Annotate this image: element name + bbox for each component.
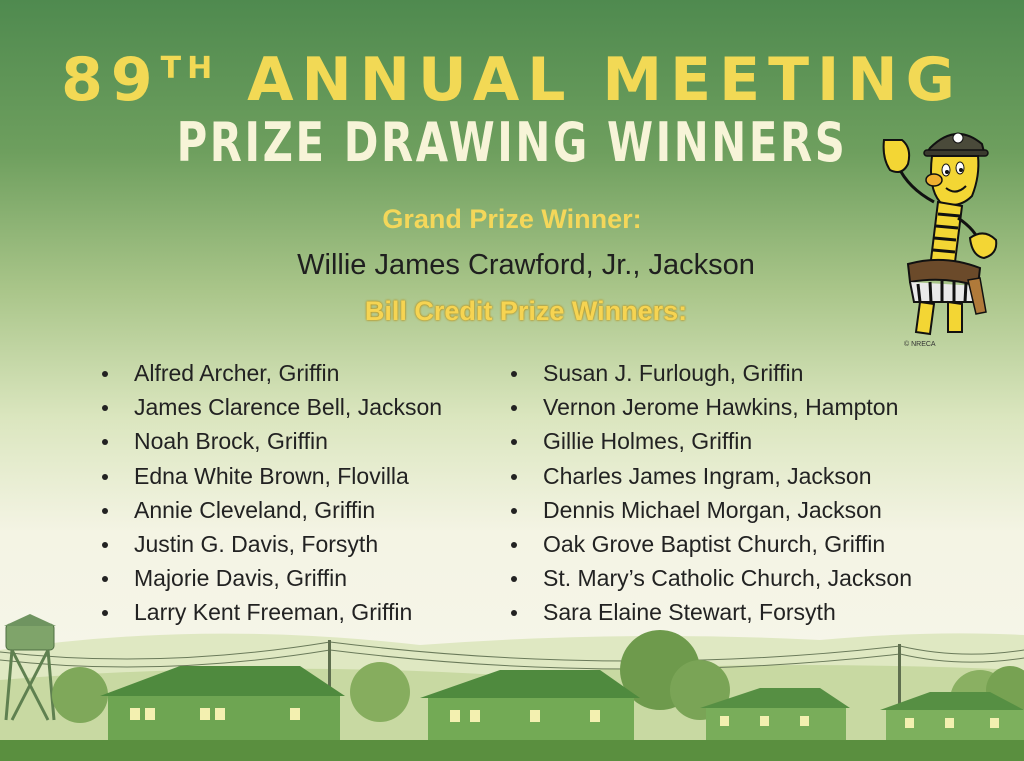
- list-item: Oak Grove Baptist Church, Griffin: [511, 527, 912, 561]
- town-illustration: [0, 600, 1024, 761]
- list-item: Charles James Ingram, Jackson: [511, 459, 912, 493]
- reddy-kilowatt-mascot-icon: [868, 118, 1008, 348]
- list-item: Alfred Archer, Griffin: [102, 356, 442, 390]
- title-suffix: TH: [160, 51, 219, 86]
- title-number: 89: [61, 45, 161, 115]
- list-item: James Clarence Bell, Jackson: [102, 390, 442, 424]
- page-title: [0, 34, 1024, 115]
- list-item: Gillie Holmes, Griffin: [511, 424, 912, 458]
- list-item: Sara Elaine Stewart, Forsyth: [511, 595, 912, 629]
- list-item: Edna White Brown, Flovilla: [102, 459, 442, 493]
- list-item: Justin G. Davis, Forsyth: [102, 527, 442, 561]
- bill-credit-label: Bill Credit Prize Winners:: [364, 296, 688, 326]
- list-item: Majorie Davis, Griffin: [102, 561, 442, 595]
- grand-prize-label: Grand Prize Winner:: [382, 204, 642, 234]
- title-text: ANNUAL MEETING: [247, 45, 963, 115]
- grand-prize-winner: Willie James Crawford, Jr., Jackson: [297, 249, 755, 281]
- list-item: Larry Kent Freeman, Griffin: [102, 595, 442, 629]
- list-item: St. Mary’s Catholic Church, Jackson: [511, 561, 912, 595]
- page-subtitle: PRIZE DRAWING WINNERS: [176, 111, 848, 174]
- list-item: Dennis Michael Morgan, Jackson: [511, 493, 912, 527]
- list-item: Noah Brock, Griffin: [102, 424, 442, 458]
- list-item: Vernon Jerome Hawkins, Hampton: [511, 390, 912, 424]
- mascot-credit: © NRECA: [904, 341, 936, 348]
- winners-list-right: [511, 356, 912, 630]
- list-item: Susan J. Furlough, Griffin: [511, 356, 912, 390]
- list-item: Annie Cleveland, Griffin: [102, 493, 442, 527]
- winners-list-left: [102, 356, 442, 630]
